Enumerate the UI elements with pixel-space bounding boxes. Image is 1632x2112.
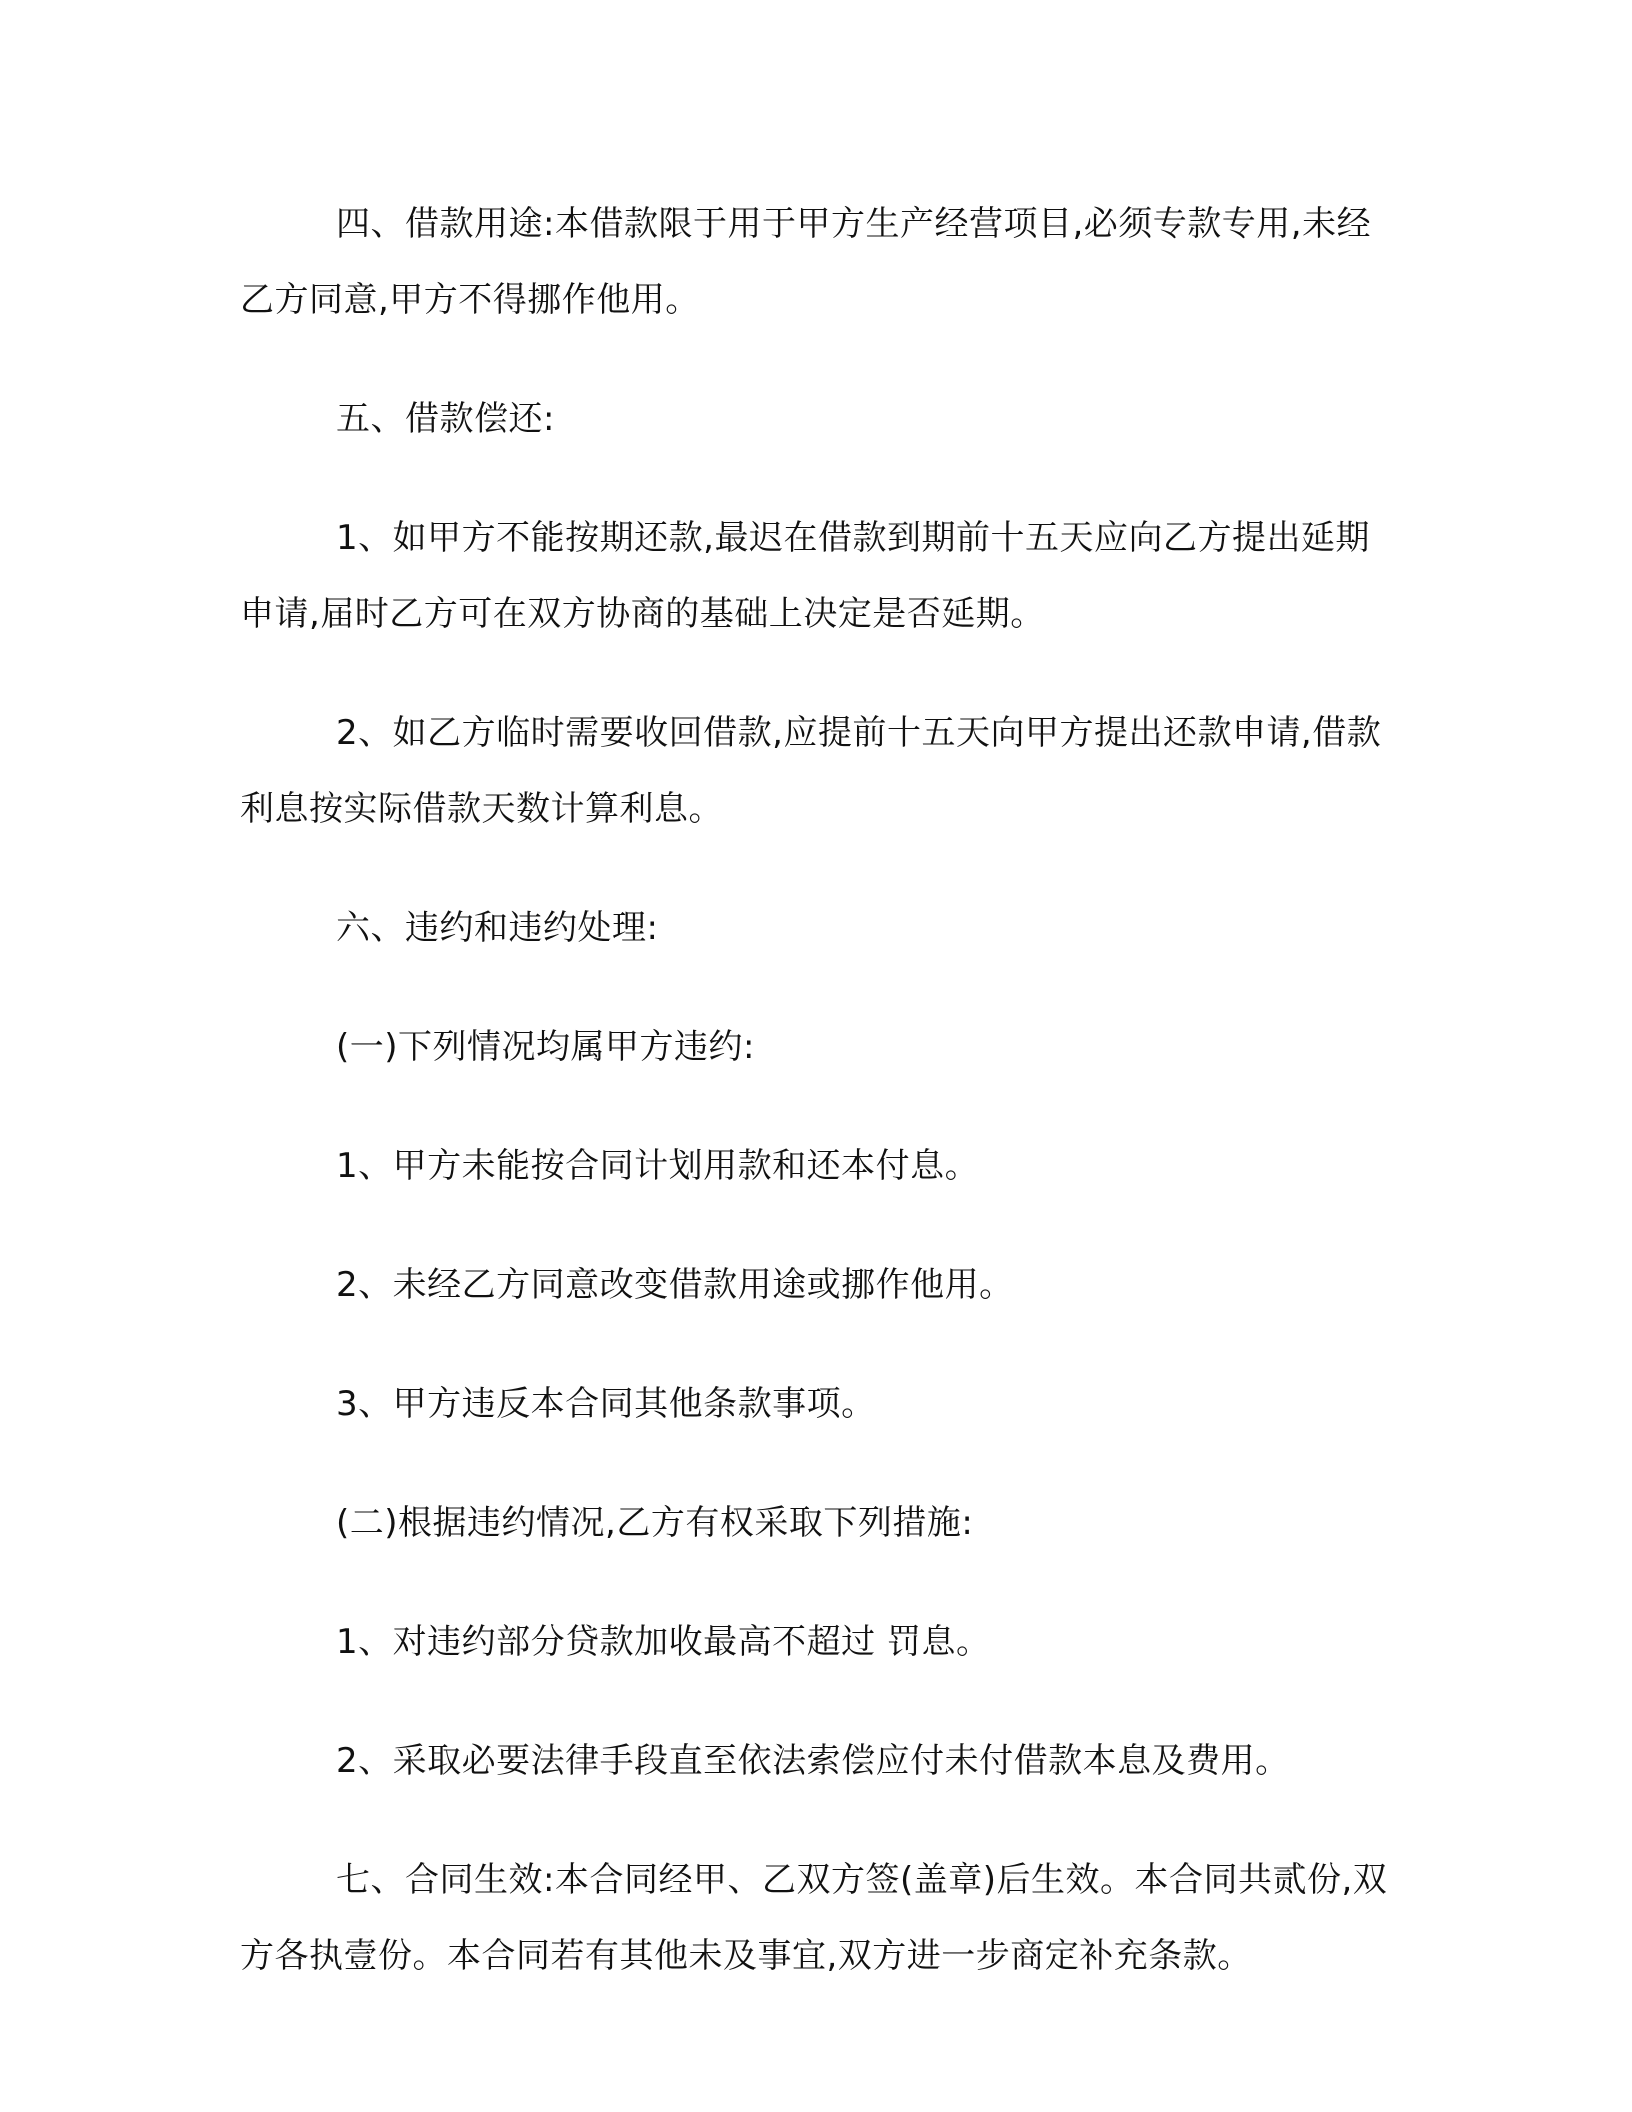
paragraph-remedy-subheading: (二)根据违约情况,乙方有权采取下列措施:: [336, 1503, 974, 1543]
paragraph-remedy-item-1: 1、对违约部分贷款加收最高不超过 罚息。: [336, 1622, 991, 1662]
paragraph-breach-item-2: 2、未经乙方同意改变借款用途或挪作他用。: [336, 1265, 1014, 1305]
paragraph-breach-subheading-1: (一)下列情况均属甲方违约:: [336, 1027, 755, 1067]
paragraph-repayment-item-2: 2、如乙方临时需要收回借款,应提前十五天向甲方提出还款申请,借款利息按实际借款天数计算利息。: [240, 713, 1382, 829]
paragraph-remedy-item-2: 2、采取必要法律手段直至依法索偿应付未付借款本息及费用。: [336, 1741, 1290, 1781]
paragraph-repayment-heading: 五、借款偿还:: [336, 399, 555, 439]
paragraph-contract-effect: 七、合同生效:本合同经甲、乙双方签(盖章)后生效。本合同共贰份,双方各执壹份。本合同若有其他未及事宜,双方进一步商定补充条款。: [240, 1860, 1388, 1976]
paragraph-repayment-item-1: 1、如甲方不能按期还款,最迟在借款到期前十五天应向乙方提出延期申请,届时乙方可在双方协商的基础上决定是否延期。: [240, 518, 1370, 634]
paragraph-breach-item-1: 1、甲方未能按合同计划用款和还本付息。: [336, 1146, 980, 1186]
paragraph-breach-heading: 六、违约和违约处理:: [336, 908, 659, 948]
paragraph-breach-item-3: 3、甲方违反本合同其他条款事项。: [336, 1384, 876, 1424]
paragraph-loan-purpose: 四、借款用途:本借款限于用于甲方生产经营项目,必须专款专用,未经乙方同意,甲方不得挪作他用。: [240, 204, 1372, 320]
document-body: [240, 186, 1400, 2037]
